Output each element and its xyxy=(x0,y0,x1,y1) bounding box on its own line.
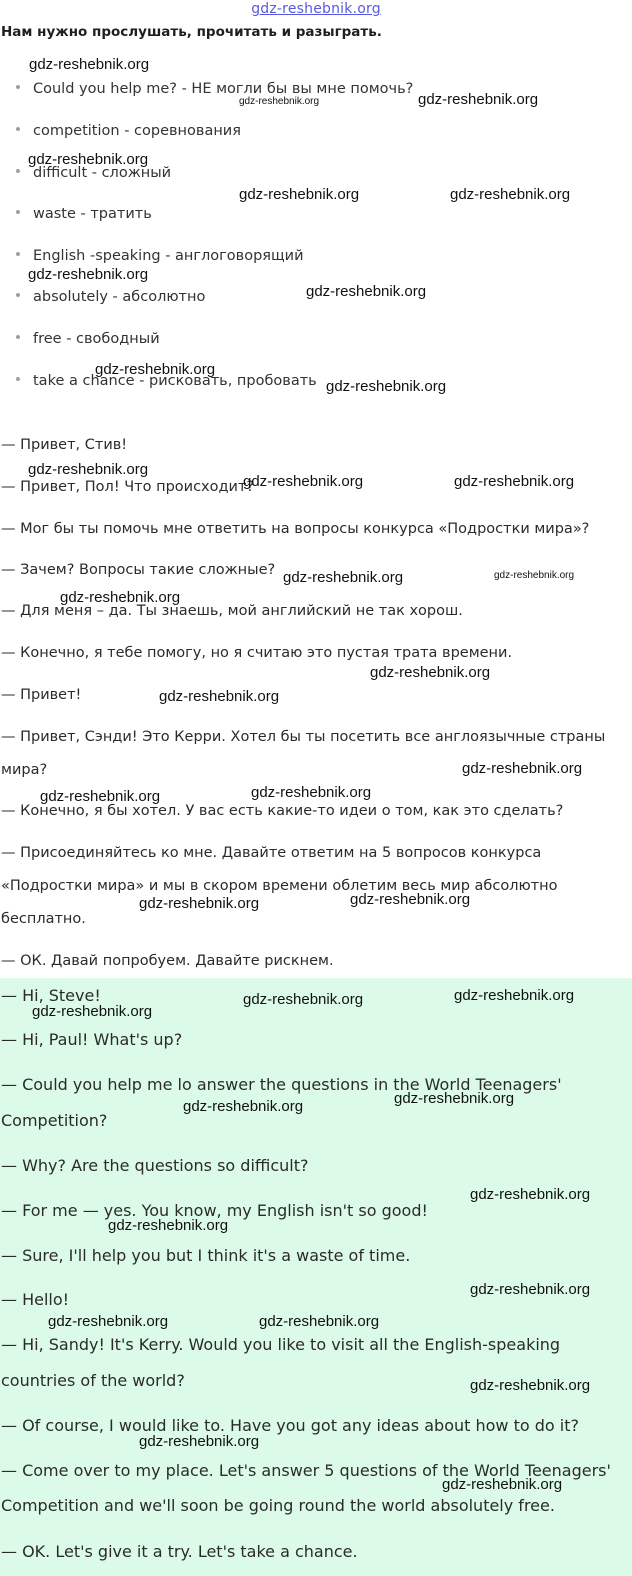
bullet-icon xyxy=(16,210,20,214)
watermark: gdz-reshebnik.org xyxy=(29,56,150,73)
vocab-item: absolutely - абсолютно xyxy=(16,289,205,305)
bullet-icon xyxy=(16,127,20,131)
dialogue-line: — Hello! xyxy=(1,1290,70,1309)
dialogue-line: — ОК. Давай попробуем. Давайте рискнем. xyxy=(1,953,334,969)
vocab-item: English -speaking - англоговорящий xyxy=(16,248,304,264)
watermark: gdz-reshebnik.org xyxy=(394,1090,515,1107)
watermark: gdz-reshebnik.org xyxy=(28,461,149,478)
watermark: gdz-reshebnik.org xyxy=(28,266,149,283)
vocab-item: difficult - сложный xyxy=(16,165,171,181)
dialogue-line: — Why? Are the questions so difficult? xyxy=(1,1156,309,1175)
dialogue-line: — For me — yes. You know, my English isn't so good! xyxy=(1,1201,428,1220)
dialogue-line: — OK. Let's give it a try. Let's take a chance. xyxy=(1,1542,358,1561)
watermark: gdz-reshebnik.org xyxy=(470,1281,591,1298)
dialogue-line: — Зачем? Вопросы такие сложные? xyxy=(1,562,276,578)
dialogue-line: — Привет! xyxy=(1,687,82,703)
dialogue-line: Competition and we'll soon be going round the world absolutely free. xyxy=(1,1496,555,1515)
dialogue-line: — Hi, Steve! xyxy=(1,986,101,1005)
watermark: gdz-reshebnik.org xyxy=(470,1377,591,1394)
dialogue-line: — Конечно, я бы хотел. У вас есть какие-то идеи о том, как это сделать? xyxy=(1,803,564,819)
dialogue-line: — Of course, I would like to. Have you got any ideas about how to do it? xyxy=(1,1416,579,1435)
dialogue-line: мира? xyxy=(1,762,48,778)
watermark: gdz-reshebnik.org xyxy=(28,151,149,168)
dialogue-line: — Could you help me lo answer the questions in the World Teenagers' xyxy=(1,1075,562,1094)
dialogue-line: — Come over to my place. Let's answer 5 questions of the World Teenagers' xyxy=(1,1461,611,1480)
dialogue-line: — Мог бы ты помочь мне ответить на вопросы конкурса «Подростки мира»? xyxy=(1,521,590,537)
dialogue-line: — Привет, Сэнди! Это Керри. Хотел бы ты посетить все англоязычные страны xyxy=(1,729,606,745)
watermark: gdz-reshebnik.org xyxy=(32,1003,153,1020)
watermark: gdz-reshebnik.org xyxy=(251,784,372,801)
watermark: gdz-reshebnik.org xyxy=(454,987,575,1004)
watermark: gdz-reshebnik.org xyxy=(470,1186,591,1203)
watermark: gdz-reshebnik.org xyxy=(243,473,364,490)
watermark: gdz-reshebnik.org xyxy=(243,991,364,1008)
bullet-icon xyxy=(16,335,20,339)
dialogue-line: countries of the world? xyxy=(1,1371,185,1390)
dialogue-line: — Привет, Стив! xyxy=(1,437,128,453)
dialogue-line: — Присоединяйтесь ко мне. Давайте ответим на 5 вопросов конкурса xyxy=(1,845,542,861)
dialogue-line: — Hi, Sandy! It's Kerry. Would you like to visit all the English-speaking xyxy=(1,1335,561,1354)
page-heading: Нам нужно прослушать, прочитать и разыграть. xyxy=(1,24,382,40)
watermark: gdz-reshebnik.org xyxy=(60,589,181,606)
dialogue-line: — Конечно, я тебе помогу, но я считаю это пустая трата времени. xyxy=(1,645,513,661)
bullet-icon xyxy=(16,293,20,297)
vocab-item: take a chance - рисковать, пробовать xyxy=(16,373,317,389)
vocab-item: free - свободный xyxy=(16,331,160,347)
watermark: gdz-reshebnik.org xyxy=(326,378,447,395)
watermark: gdz-reshebnik.org xyxy=(108,1217,229,1234)
dialogue-line: — Sure, I'll help you but I think it's a waste of time. xyxy=(1,1246,411,1265)
watermark: gdz-reshebnik.org xyxy=(370,664,491,681)
watermark: gdz-reshebnik.org xyxy=(139,1433,260,1450)
bullet-icon xyxy=(16,169,20,173)
watermark: gdz-reshebnik.org xyxy=(442,1476,563,1493)
dialogue-line: «Подростки мира» и мы в скором времени облетим весь мир абсолютно xyxy=(1,878,558,894)
watermark: gdz-reshebnik.org xyxy=(494,570,575,581)
dialogue-line: — Hi, Paul! What's up? xyxy=(1,1030,183,1049)
bullet-icon xyxy=(16,85,20,89)
watermark: gdz-reshebnik.org xyxy=(450,186,571,203)
watermark: gdz-reshebnik.org xyxy=(95,361,216,378)
watermark: gdz-reshebnik.org xyxy=(159,688,280,705)
dialogue-line: бесплатно. xyxy=(1,911,86,927)
watermark: gdz-reshebnik.org xyxy=(259,1313,380,1330)
dialogue-line: — Привет, Пол! Что происходит? xyxy=(1,479,255,495)
watermark: gdz-reshebnik.org xyxy=(183,1098,304,1115)
watermark: gdz-reshebnik.org xyxy=(454,473,575,490)
watermark: gdz-reshebnik.org xyxy=(48,1313,169,1330)
watermark: gdz-reshebnik.org xyxy=(239,186,360,203)
watermark: gdz-reshebnik.org xyxy=(239,96,320,107)
watermark: gdz-reshebnik.org xyxy=(283,569,404,586)
watermark: gdz-reshebnik.org xyxy=(418,91,539,108)
dialogue-line: Competition? xyxy=(1,1111,108,1130)
watermark: gdz-reshebnik.org xyxy=(462,760,583,777)
watermark: gdz-reshebnik.org xyxy=(139,895,260,912)
site-link[interactable]: gdz-reshebnik.org xyxy=(251,1,381,17)
watermark: gdz-reshebnik.org xyxy=(40,788,161,805)
vocab-item: Could you help me? - НЕ могли бы вы мне помочь? xyxy=(16,81,413,97)
watermark: gdz-reshebnik.org xyxy=(350,891,471,908)
watermark: gdz-reshebnik.org xyxy=(306,283,427,300)
bullet-icon xyxy=(16,377,20,381)
bullet-icon xyxy=(16,252,20,256)
vocab-item: competition - соревнования xyxy=(16,123,241,139)
vocab-item: waste - тратить xyxy=(16,206,152,222)
dialogue-line: — Для меня – да. Ты знаешь, мой английский не так хорош. xyxy=(1,603,463,619)
